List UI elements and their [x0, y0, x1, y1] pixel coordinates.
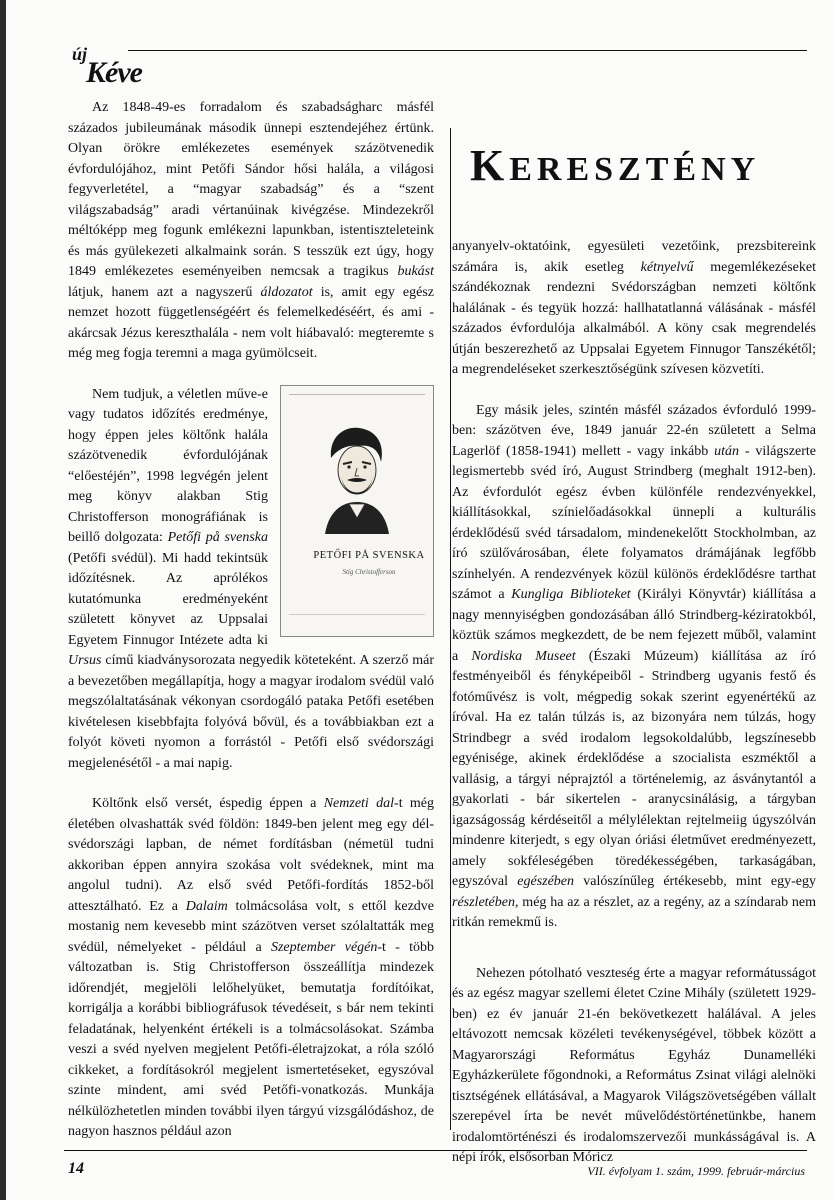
article-paragraph: anyanyelv-oktatóink, egyesületi vezetőink, prezsbitereink számára is, akik esetleg kétnyelvű megemlékezéseket szándékoznak rendezni Svédországban nemzeti költőnk halálának - és tegyük hozzá: hallhatatlanná válásának - másfél százados évfordulója alkalmából. A köny csak megrendelés útján beszerezhető az Uppsalai Egyetem Finnugor Tanszékétől; a megrendeléseket szerkesztőségünk szívesen közvetíti. [452, 239, 816, 377]
section-title: KERESZTÉNY [470, 141, 761, 190]
cover-title: PETŐFI PÅ SVENSKA [313, 549, 425, 561]
cover-header-text [289, 398, 425, 410]
cover-author: Stig Christofferson [342, 567, 396, 576]
binding-edge [0, 0, 6, 1200]
left-column [68, 98, 434, 1143]
logo-small-text: új [72, 44, 88, 64]
issue-info: VII. évfolyam 1. szám, 1999. február-március [587, 1164, 805, 1178]
article-paragraph: Egy másik jeles, szintén másfél százados évforduló 1999-ben: százötven éve, 1849 január 22-én született a Selma Lagerlöf (1858-1941) mellett - vagy inkább után - világszerte legismertebb svéd író, August Strindberg (meghalt 1912-ben). Az évfordulót egész évben különféle rendezvényekkel, kiállításokkal, színielőadásokkal ünnepli a kulturális érdeklődésű svéd társadalom, mindenekelőtt Stockholmban, az író szülővárosában, élete folyamatos drámájának legfőbb színhelyén. A rendezvények közül különös érdeklődésre tarthat számot a Kungliga Biblioteket (Királyi Könyvtár) kiállítása a nagy mennyiségben gondozásában álló Strindberg-kéziratokból, köztük számos megkezdett, de be nem fejezett műből, valamint a Nordiska Museet (Északi Múzeum) kiállítása az író festményeiből és fényképeiből - Strindberg ugyanis festő és fotóművész is volt, mégpedig sokak szerint egyenértékű az íróval. Ha ez talán túlzás is, az bizonyára nem túlzás, hogy Strindbegr a svéd irodalom legsokoldalúbb, legszínesebb egyénisége, akinek érdeklődése a szocialista eszméktől a vallásig, a tárgyi néprajztól a történelemig, az ásványtantól a gyakorlati - bár sikertelen - aranycsinálásig, a tárgyban igazságosság kérdéseitől a mélylélektan rejtelmeiig úgyszólván mindenre kiterjedt, s egy olyan óriási életművet eredményezett, amely sokféleségében töredékességében, tarkaságában, egyszóval egészében valószínűleg értékesebb, mint egy-egy részletében, még ha az a részlet, az a regény, az a színdarab nem ritkán remekmű is. [452, 402, 817, 930]
right-column [452, 237, 816, 1169]
article-paragraph: PETŐFI PÅ SVENSKA Stig Christofferson Nem tudjuk, a véletlen műve-e vagy tudatos időzítés eredménye, hogy éppen jeles költőnk halála százötvenedik évfordulójának “előestéjén”, 1998 legvégén jelent meg könyv alakban Stig Christofferson monográfiának is beillő dolgozata: Petőfi på svenska (Petőfi svédül). Mi hadd tekintsük időzítésnek. Az aprólékos kutatómunka eredményeként született könyvet az Uppsalai Egyetem Finnugor Intézete adta ki Ursus című kiadványsorozata negyedik köteteként. A szerző már a bevezetőben megállapítja, hogy a magyar irodalom svédül való megszólaltatásának vékonyan csordogáló pataka Petőfi esetében kivételesen kisebbfajta folyóvá bővül, és a továbbiakban ezt a folyót követi nyomon a forrástól - Petőfi első svédországi megjelenésétől - a mai napig. [68, 386, 434, 771]
article-paragraph: Költőnk első versét, éspedig éppen a Nemzeti dal-t még életében olvashatták svéd földön: 1849-ben jelent meg egy dél-svédországi lapban, de német fordításban (németül tudni akkoriban éppen annyira szokása volt svédeknek, mint ma angolul tudni). Az első svéd Petőfi-fordítás 1852-ből attesztálható. Ez a Dalaim tolmácsolása volt, s ettől kezdve mostanig nem kevesebb mint százötven verset szólaltatták meg svédül, némelyeket - például a Szeptember végén-t - több változatban is. Stig Christofferson összeállítja mindezek időrendjét, megjelöli lelőhelyüket, bemutatja fordítóikat, korrigálja a korábbi bibliográfusok tévedéseit, s bár nem tekinti feladatának, helyenként értékeli is a tolmácsolásokat. Számba veszi a svéd nyelven megjelent Petőfi-életrajzokat, a róla szóló cikkeket, a fordításokról megjelent ismertetéseket, egyszóval szinte mindent, ami svéd Petőfi-vonatkozás. Munkája nélkülözhetetlen minden további ilyen tárgyú vizsgálódáshoz, de nagyon hasznos például azon [68, 796, 435, 1139]
column-divider [450, 128, 451, 1130]
article-paragraph: Nehezen pótolható veszteség érte a magyar reformátusságot és az egész magyar szellemi életet Czine Mihály (született 1929-ben) ez év január 21-én bekövetkezett halálával. A jeles eltávozott nemcsak közéleti tevékenységével, többek között a Magyarországi Református Egyház Dunamelléki Egyházkerülete főgondnoki, a Református Zsinat világi alelnöki tisztségének ellátásával, a Magyarok Világszövetségében vállalt szerepével írta be nevét művelődéstörténetünkbe, hanem irodalomtörténészi és irodalomszervezői munkásságával is. A népi írók, elsősorban Móricz [452, 965, 816, 1165]
cover-footer [289, 614, 425, 625]
footer-rule [64, 1150, 807, 1151]
header-rule [128, 50, 807, 51]
page-number: 14 [68, 1160, 84, 1177]
portrait-illustration [321, 424, 393, 536]
book-cover-figure [280, 385, 434, 637]
article-paragraph: Az 1848-49-es forradalom és szabadságharc másfél százados jubileumának második ünnepi esztendejéhez értünk. Olyan örökre emlékezetes események százötvenedik évfordulójához, mint Petőfi Sándor hősi halála, a világosi fegyverletétel, a “magyar szabadság” és a “szent világszabadság” aradi vértanúinak kivégzése. Mindezekről méltóképp meg fogunk emlékezni lapunkban, istentiszteleteink és más gyülekezeti alkalmaink során. S tesszük ezt úgy, hogy 1849 emlékezetes eseményeiben nemcsak a tragikus bukást látjuk, hanem azt a nagyszerű áldozatot is, amit egy egész nemzet hozott függetlenségéért és felemelkedéséért, és ami - akárcsak Jézus kereszthalála - nem volt hiábavaló: megteremte s még meg fogja teremni a maga gyümölcseit. [68, 100, 435, 361]
cover-rule [289, 394, 425, 395]
logo-main-text: Kéve [86, 56, 142, 89]
